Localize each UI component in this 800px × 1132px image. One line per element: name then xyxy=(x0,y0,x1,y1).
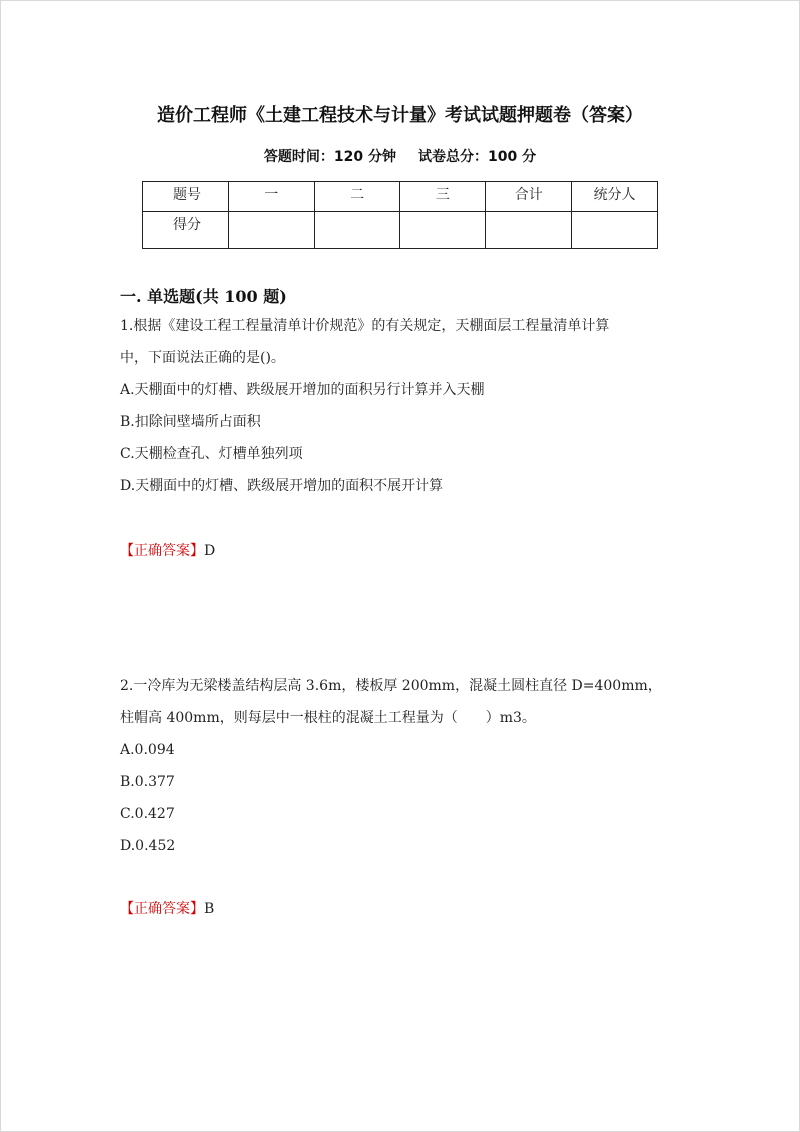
question-2-stem xyxy=(120,670,662,862)
score-table-cell: 得分 xyxy=(143,212,229,249)
answer-tag: 【正确答案】 xyxy=(120,543,204,559)
score-table-score-row xyxy=(143,212,658,249)
score-table-cell: 三 xyxy=(400,182,486,212)
score-table-input-cell[interactable] xyxy=(228,212,314,249)
answer-value: D xyxy=(204,543,216,559)
score-table-cell: 合计 xyxy=(486,182,572,212)
option-a: A.天棚面中的灯槽、跌级展开增加的面积另行计算并入天棚 xyxy=(120,382,485,398)
exam-total-score: 试卷总分：100 分 xyxy=(418,149,537,165)
option-b: B.0.377 xyxy=(120,774,175,790)
score-table-input-cell[interactable] xyxy=(572,212,658,249)
answer-tag: 【正确答案】 xyxy=(120,901,204,917)
score-table-cell: 一 xyxy=(228,182,314,212)
exam-info xyxy=(0,146,800,166)
option-c: C.0.427 xyxy=(120,806,175,822)
score-table-cell: 题号 xyxy=(143,182,229,212)
question-stem-line: 中，下面说法正确的是()。 xyxy=(120,350,285,366)
score-table-cell: 二 xyxy=(314,182,400,212)
option-b: B.扣除间壁墙所占面积 xyxy=(120,414,261,430)
question-1-answer xyxy=(120,540,215,560)
question-1-stem xyxy=(120,310,609,502)
answer-value: B xyxy=(204,901,215,917)
document-title: 造价工程师《土建工程技术与计量》考试试题押题卷（答案） xyxy=(157,105,643,126)
section-title: 一. 单选题(共 100 题) xyxy=(120,287,287,306)
question-stem-line: 1.根据《建设工程工程量清单计价规范》的有关规定，天棚面层工程量清单计算 xyxy=(120,318,610,334)
question-stem-line: 2.一冷库为无梁楼盖结构层高 3.6m，楼板厚 200mm，混凝土圆柱直径 D=400mm， xyxy=(120,678,662,694)
question-2-answer xyxy=(120,898,214,918)
option-a: A.0.094 xyxy=(120,742,175,758)
score-table-cell: 统分人 xyxy=(572,182,658,212)
exam-time: 答题时间：120 分钟 xyxy=(263,149,396,165)
question-stem-line: 柱帽高 400mm，则每层中一根柱的混凝土工程量为（ ）m3。 xyxy=(120,710,536,726)
option-d: D.0.452 xyxy=(120,838,176,854)
option-c: C.天棚检查孔、灯槽单独列项 xyxy=(120,446,303,462)
score-table-input-cell[interactable] xyxy=(314,212,400,249)
score-table-input-cell[interactable] xyxy=(486,212,572,249)
score-table-input-cell[interactable] xyxy=(400,212,486,249)
score-table-header-row xyxy=(143,182,658,212)
option-d: D.天棚面中的灯槽、跌级展开增加的面积不展开计算 xyxy=(120,478,444,494)
score-table xyxy=(142,181,658,249)
